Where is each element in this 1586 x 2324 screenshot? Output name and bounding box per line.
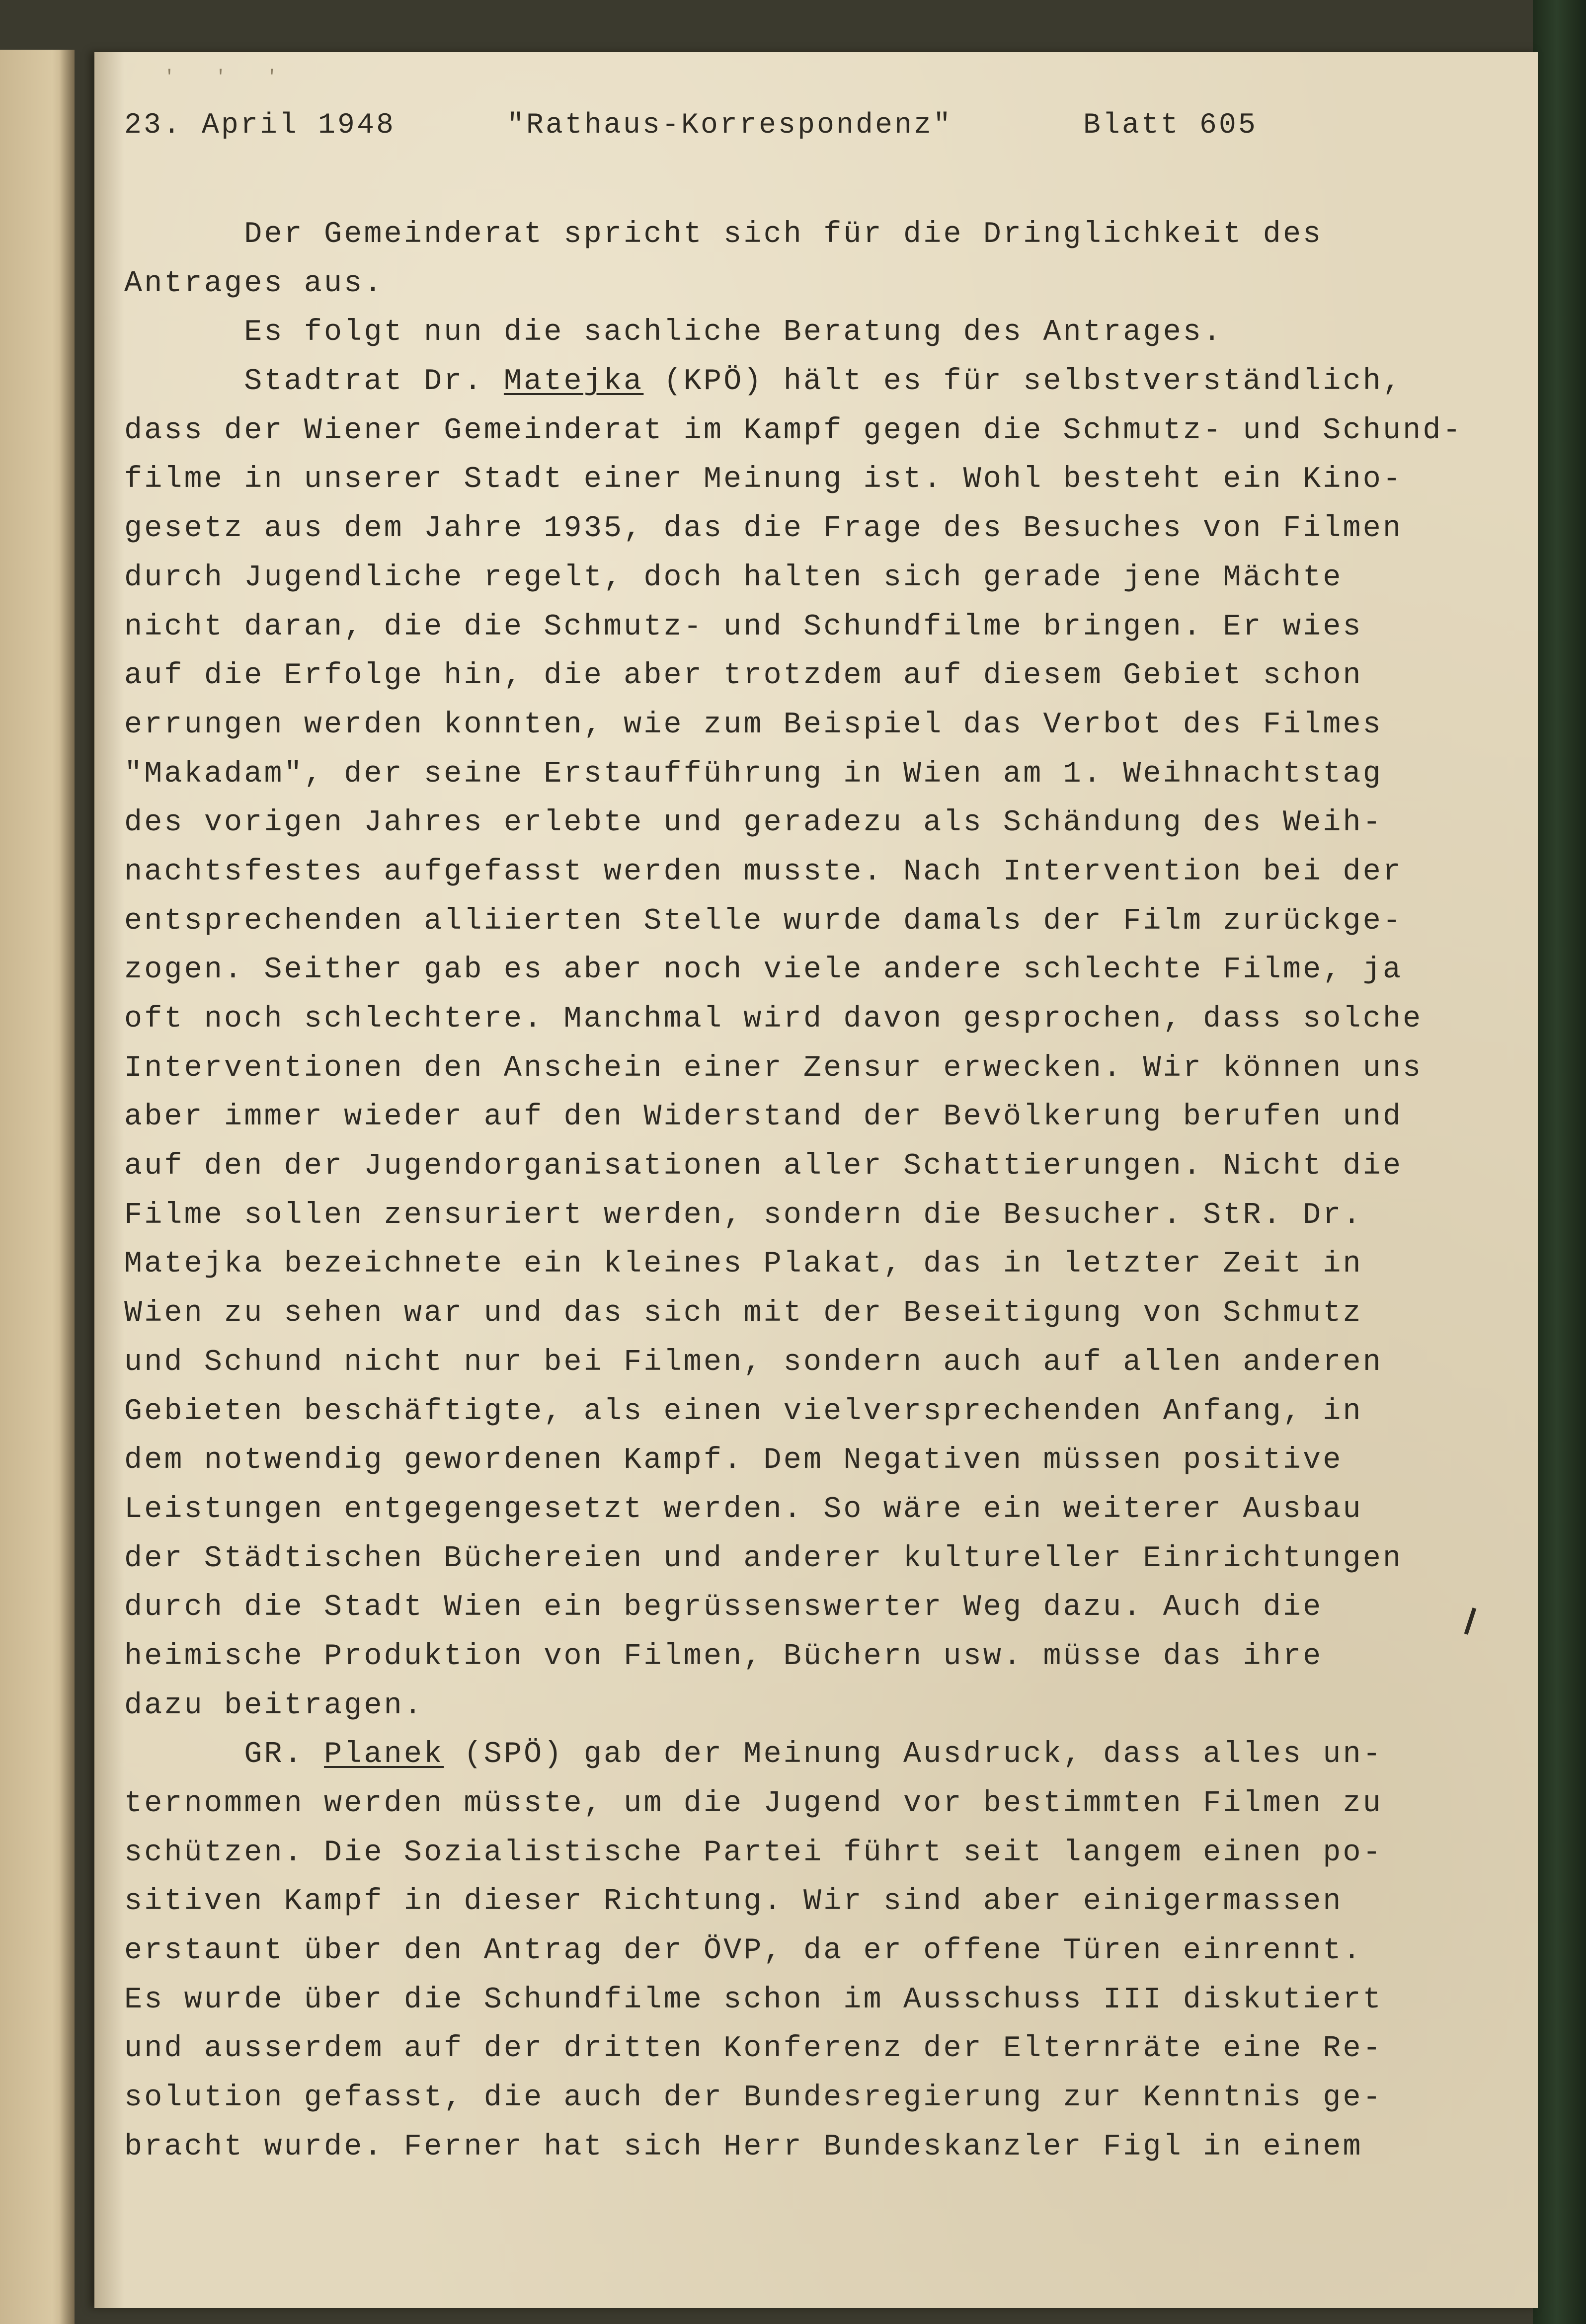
text-line: entsprechenden alliierten Stelle wurde damals der Film zurückge- [124, 904, 1403, 938]
text-line: auf die Erfolge hin, die aber trotzdem auf diesem Gebiet schon [124, 659, 1363, 693]
header-title: "Rathaus-Korrespondenz" [507, 109, 953, 142]
text-line: durch Jugendliche regelt, doch halten sich gerade jene Mächte [124, 561, 1343, 595]
punch-marks: ' ' ' [164, 67, 293, 87]
document-page [94, 52, 1538, 2308]
text-line [124, 357, 1515, 406]
header-date: 23. April 1948 [124, 109, 396, 142]
text-line: Es folgt nun die sachliche Beratung des Antrages. [124, 316, 1223, 350]
line-rest: (KPÖ) hält es für selbstverständlich, [643, 365, 1403, 399]
text-line: sitiven Kampf in dieser Richtung. Wir sind aber einigermassen [124, 1885, 1343, 1919]
line-prefix: GR. [124, 1738, 324, 1772]
text-line: errungen werden konnten, wie zum Beispiel das Verbot des Filmes [124, 708, 1383, 742]
text-line: solution gefasst, die auch der Bundesregierung zur Kenntnis ge- [124, 2081, 1383, 2115]
text-line: Filme sollen zensuriert werden, sondern die Besucher. StR. Dr. [124, 1198, 1363, 1232]
text-line: dem notwendig gewordenen Kampf. Dem Negativen müssen positive [124, 1443, 1343, 1478]
text-line: heimische Produktion von Filmen, Büchern usw. müsse das ihre [124, 1639, 1323, 1674]
text-line: der Städtischen Büchereien und anderer kultureller Einrichtungen [124, 1541, 1403, 1576]
previous-page-edge [0, 50, 75, 2324]
text-line: ternommen werden müsste, um die Jugend vor bestimmten Filmen zu [124, 1787, 1383, 1821]
text-line: aber immer wieder auf den Widerstand der Bevölkerung berufen und [124, 1100, 1403, 1134]
text-line: durch die Stadt Wien ein begrüssenswerter Weg dazu. Auch die [124, 1591, 1323, 1625]
binding-edge [1533, 0, 1586, 2324]
text-line: Interventionen den Anschein einer Zensur erwecken. Wir können uns [124, 1051, 1423, 1085]
text-line: des vorigen Jahres erlebte und geradezu als Schändung des Weih- [124, 806, 1383, 840]
text-line: und ausserdem auf der dritten Konferenz der Elternräte eine Re- [124, 2032, 1383, 2066]
text-line: filme in unserer Stadt einer Meinung ist. Wohl besteht ein Kino- [124, 463, 1403, 497]
speaker-name-planek: Planek [324, 1738, 444, 1772]
text-line: Leistungen entgegengesetzt werden. So wäre ein weiterer Ausbau [124, 1492, 1363, 1526]
text-line: nicht daran, die die Schmutz- und Schundfilme bringen. Er wies [124, 610, 1363, 644]
text-line: Der Gemeinderat spricht sich für die Dringlichkeit des [124, 218, 1323, 251]
text-line [124, 1730, 1515, 1779]
text-line: und Schund nicht nur bei Filmen, sondern auch auf allen anderen [124, 1345, 1383, 1379]
text-line: erstaunt über den Antrag der ÖVP, da er offene Türen einrennt. [124, 1934, 1363, 1968]
text-line: Matejka bezeichnete ein kleines Plakat, das in letzter Zeit in [124, 1247, 1363, 1282]
text-line: zogen. Seither gab es aber noch viele andere schlechte Filme, ja [124, 953, 1403, 987]
text-line: dazu beitragen. [124, 1688, 424, 1723]
text-line: dass der Wiener Gemeinderat im Kampf gegen die Schmutz- und Schund- [124, 413, 1463, 448]
text-line: nachtsfestes aufgefasst werden musste. Nach Intervention bei der [124, 855, 1403, 889]
text-line: gesetz aus dem Jahre 1935, das die Frage des Besuches von Filmen [124, 512, 1403, 546]
speaker-name-matejka: Matejka [503, 365, 644, 399]
text-line: Antrages aus. [124, 266, 384, 301]
text-line: "Makadam", der seine Erstaufführung in Wien am 1. Weihnachtstag [124, 757, 1383, 791]
line-prefix: Stadtrat Dr. [124, 365, 504, 399]
text-line: Gebieten beschäftigte, als einen vielversprechenden Anfang, in [124, 1394, 1363, 1429]
text-line: Es wurde über die Schundfilme schon im Ausschuss III diskutiert [124, 1983, 1383, 2017]
header-sheet-number: Blatt 605 [1083, 109, 1258, 142]
text-line: auf den der Jugendorganisationen aller Schattierungen. Nicht die [124, 1149, 1403, 1184]
body-text [124, 210, 1515, 2172]
text-line: Wien zu sehen war und das sich mit der Beseitigung von Schmutz [124, 1296, 1363, 1331]
line-rest: (SPÖ) gab der Meinung Ausdruck, dass alles un- [444, 1738, 1383, 1772]
text-line: schützen. Die Sozialistische Partei führt seit langem einen po- [124, 1836, 1383, 1870]
text-line: oft noch schlechtere. Manchmal wird davon gesprochen, dass solche [124, 1002, 1423, 1036]
text-line: bracht wurde. Ferner hat sich Herr Bundeskanzler Figl in einem [124, 2130, 1363, 2164]
